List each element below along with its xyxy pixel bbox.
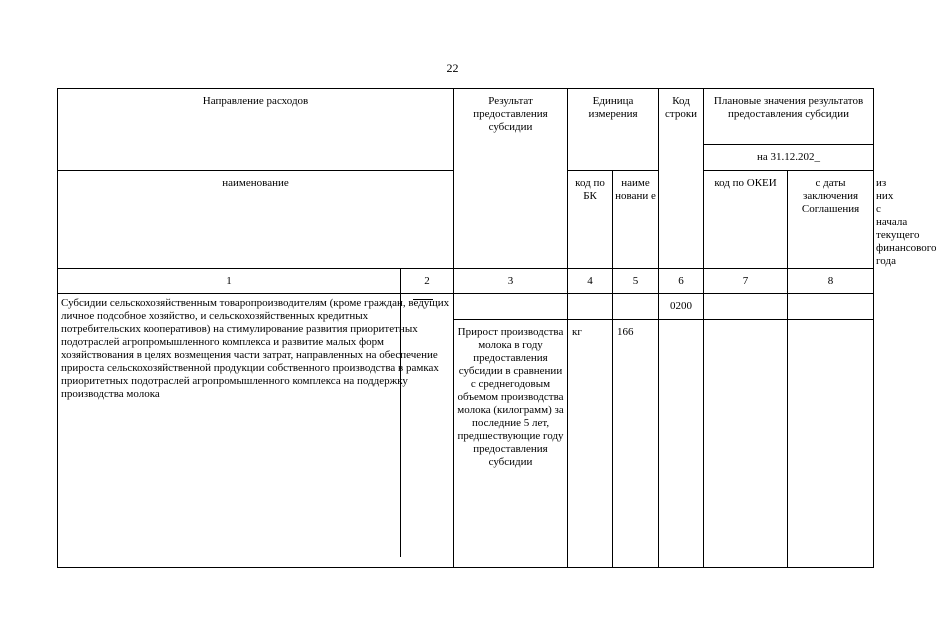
header-unit: Единица измерения — [568, 89, 659, 171]
bk-code-dash — [413, 299, 433, 300]
col-number: 3 — [454, 269, 568, 294]
header-result: Результат предоставления субсидии — [454, 89, 568, 269]
header-okei-code: код по ОКЕИ — [704, 171, 788, 269]
col-number: 8 — [788, 269, 874, 294]
header-row-code: Код строки — [659, 89, 704, 269]
col-number: 5 — [613, 269, 659, 294]
empty-cell — [704, 320, 788, 568]
row-code: 0200 — [659, 294, 704, 320]
col-number: 1 — [58, 269, 401, 294]
empty-cell — [659, 320, 704, 568]
empty-cell — [788, 320, 874, 568]
row-name-cell — [58, 294, 454, 568]
col-number: 2 — [401, 269, 454, 294]
page-number: 22 — [446, 61, 459, 75]
empty-cell — [788, 294, 874, 320]
column-numbers-row — [58, 269, 874, 294]
empty-cell — [568, 294, 613, 320]
col-number: 4 — [568, 269, 613, 294]
empty-cell — [704, 294, 788, 320]
header-unit-name: наиме новани е — [613, 171, 659, 269]
header-as-of-date: на 31.12.202_ — [704, 145, 874, 171]
row-name: Субсидии сельскохозяйственным товаропроизводителям (кроме граждан, ведущих личное подсобное хозяйство, и сельскохозяйственных кредитных потребительских кооперативов) на стимулирование развития приоритетных подотраслей агропромышленного комплекса и развитие малых форм хозяйствования в целях возмещения части затрат, направленных на обеспечение прироста сельскохозяйственной продукции собственного производства в рамках приоритетных подотраслей агропромышленного комплекса на поддержку производства молока — [61, 297, 450, 400]
header-planned-values: Плановые значения результатов предоставления субсидии — [704, 89, 874, 145]
header-name: наименование — [58, 171, 454, 269]
col-number: 7 — [704, 269, 788, 294]
empty-cell — [613, 294, 659, 320]
header-bk-code: код по БК — [568, 171, 613, 269]
table-row — [58, 294, 874, 320]
row-okei-code: 166 — [613, 320, 659, 568]
row-unit-name: кг — [568, 320, 613, 568]
col-number: 6 — [659, 269, 704, 294]
row-result: Прирост производства молока в году предоставления субсидии в сравнении с среднегодовым объемом производства молока (килограмм) за последние 5 лет, предшествующие году предоставления субсидии — [454, 320, 568, 568]
header-expense-direction: Направление расходов — [58, 89, 454, 171]
bk-code-divider — [400, 283, 401, 557]
header-from-agreement: с даты заключения Соглашения — [788, 171, 874, 269]
subsidy-results-table: Направление расходов Результат предоставления субсидии Единица измерения Код строки Плановые значения результатов предоставления субсидии на 31.12.202_ наименование код по БК наиме новани е код по ОКЕИ с даты заключения Соглашения из них с начала текущего финансового года 1 2 3 4 5 6 7 8 Субсидии сельскохозяйственным товаропроизводителям (кроме граждан, ведущих личное подсобное хозяйство, и сельскохозяйственных кредитных потребительских кооперативов) на стимулирование развития приоритетных подотраслей агропромышленного комплекса и развитие малых форм хозяйствования в целях возмещения части затрат, направленных на обеспечение прироста сельскохозяйственной продукции собственного производства в рамках приоритетных подотраслей агропромышленного комплекса на поддержку производства молока 0200 Прирост производства молока в году предоставления субсидии в сравнении с среднегодовым объемом производства молока (килограмм) за последние 5 лет, предшествующие году предоставления субсидии кг 166 — [57, 88, 874, 568]
empty-cell — [454, 294, 568, 320]
